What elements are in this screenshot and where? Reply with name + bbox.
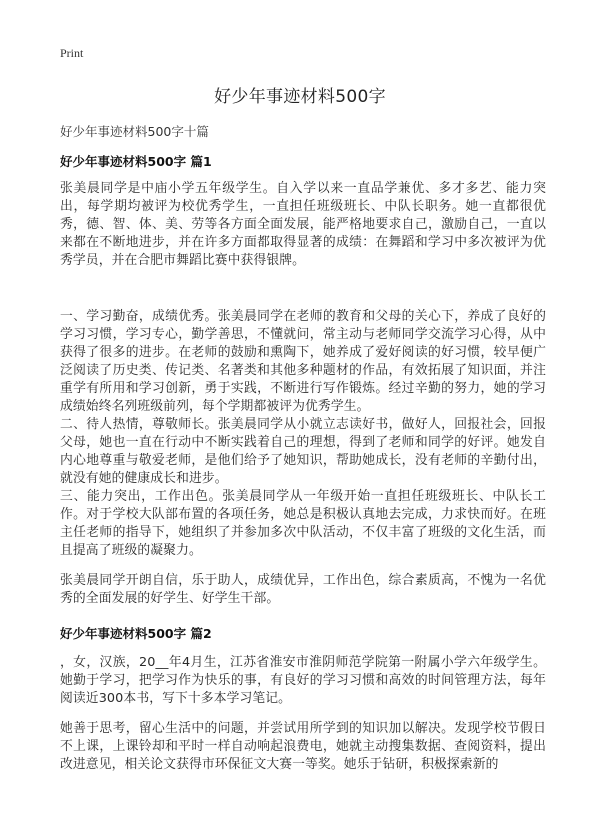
- paragraph: ，女，汉族，20__年4月生，江苏省淮安市淮阴师范学院第一附属小学六年级学生。她勤于学习，把学习作为快乐的事，有良好的学习习惯和高效的时间管理方法，每年阅读近300本书，写下十多本学习笔记。: [60, 655, 546, 706]
- paragraph: 三、能力突出，工作出色。张美晨同学从一年级开始一直担任班级班长、中队长工作。对于学校大队部布置的各项任务，她总是积极认真地去完成，力求快而好。在班主任老师的指导下，她组织了并参加多次中队活动，不仅丰富了班级的文化生活，而且提高了班级的凝聚力。: [60, 489, 546, 558]
- print-link[interactable]: Print: [60, 46, 84, 60]
- paragraph: 二、待人热情，尊敬师长。张美晨同学从小就立志读好书，做好人，回报社会，回报父母，她也一直在行动中不断实践着自己的理想，得到了老师和同学的好评。她发自内心地尊重与敬爱老师，是他们给予了她知识，帮助她成长，没有老师的辛勤付出，就没有她的健康成长和进步。: [60, 417, 546, 486]
- page-subtitle: 好少年事迹材料500字十篇: [60, 124, 209, 139]
- paragraph: 张美晨同学开朗自信，乐于助人，成绩优异，工作出色，综合素质高，不愧为一名优秀的全面发展的好学生、好学生干部。: [60, 573, 546, 606]
- paragraph: 一、学习勤奋，成绩优秀。张美晨同学在老师的教育和父母的关心下，养成了良好的学习习惯，学习专心，勤学善思，不懂就问，常主动与老师同学交流学习心得，从中获得了很多的进步。在老师的鼓励和熏陶下，她养成了爱好阅读的好习惯，较早便广泛阅读了历史类、传记类、名著类和其他多种题材的作品，有效拓展了知识面，并注重学有所用和学习创新，勇于实践，不断进行写作锻炼。经过辛勤的努力，她的学习成绩始终名列班级前列，每个学期都被评为优秀学生。: [60, 309, 546, 414]
- paragraph: 张美晨同学是中庙小学五年级学生。自入学以来一直品学兼优、多才多艺、能力突出，每学期均被评为校优秀学生，一直担任班级班长、中队长职务。她一直都很优秀，德、智、体、美、劳等各方面全面发展，能严格地要求自己，激励自己，一直以来都在不断地进步，并在许多方面都取得显著的成绩：在舞蹈和学习中多次被评为优秀学员，并在合肥市舞蹈比赛中获得银牌。: [60, 181, 546, 268]
- paragraph: 她善于思考，留心生活中的问题，并尝试用所学到的知识加以解决。发现学校节假日不上课，上课铃却和平时一样自动响起浪费电，她就主动搜集数据、查阅资料，提出改进意见，相关论文获得市环保征文大赛一等奖。她乐于钻研，积极探索新的: [60, 721, 546, 772]
- section-heading: 好少年事迹材料500字 篇2: [60, 626, 212, 641]
- page-title: 好少年事迹材料500字: [214, 87, 386, 107]
- section-heading: 好少年事迹材料500字 篇1: [60, 154, 212, 169]
